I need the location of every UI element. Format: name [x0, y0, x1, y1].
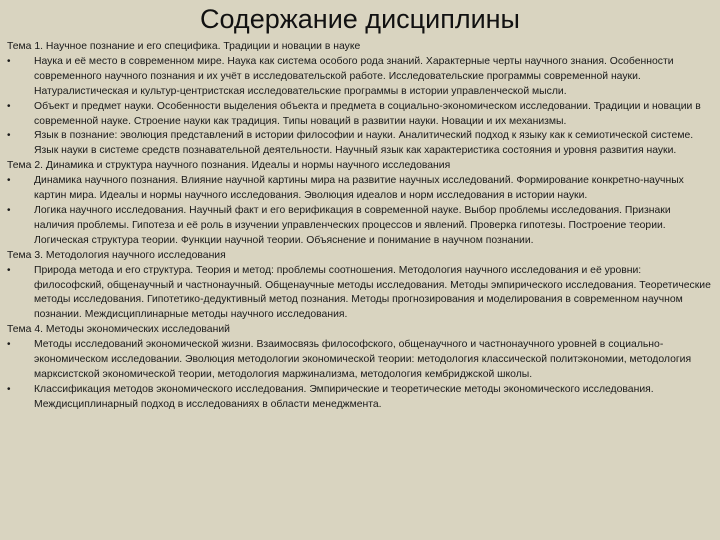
bullet-icon	[7, 174, 34, 189]
item-text: Динамика научного познания. Влияние научной картины мира на развитие научных исследований. Формирование конкретно-научных картин мира. Идеалы и нормы научного исследования. Эволюция идеалов и норм исследования в истории науки.	[34, 175, 684, 202]
topic-1-item-1	[7, 55, 713, 100]
syllabus-content	[7, 40, 713, 413]
item-text: Язык в познание: эволюция представлений в истории философии и науки. Аналитический подход к языку как к семиотической системе. Язык науки в системе средств познавательной деятельности. Научный язык как характеристика состояния и уровня развития науки.	[34, 130, 694, 157]
item-text: Логика научного исследования. Научный факт и его верификация в современной науке. Выбор проблемы исследования. Признаки наличия проблемы. Гипотеза и её роль в изучении управленческих процессов и явлений. Проверка гипотезы. Построение теории. Логическая структура теории. Функции научной теории. Объяснение и понимание в научном познании.	[34, 204, 671, 246]
item-text: Классификация методов экономического исследования. Эмпирические и теоретические методы экономического исследования. Междисциплинарный подход в исследованиях в области менеджмента.	[34, 383, 654, 410]
bullet-icon	[7, 100, 34, 115]
bullet-icon	[7, 55, 34, 70]
item-text: Природа метода и его структура. Теория и метод: проблемы соотношения. Методология научного исследования и её уровни: философский, общенаучный и частнонаучный. Общенаучные методы исследования. Методы эмпирического исследования. Теоретические методы исследования. Гипотетико-дедуктивный метод познания. Методы прогнозирования и моделирования в современном научном познании. Междисциплинарные методы научного исследования.	[34, 264, 711, 321]
item-text: Наука и её место в современном мире. Наука как система особого рода знаний. Характерные черты научного знания. Особенности современного научного познания и их учёт в исследовательской работе. Исследовательские программы современной науки. Натуралистическая и культур-центристская исследовательские программы в истории управленческой мысли.	[34, 55, 674, 97]
item-text: Объект и предмет науки. Особенности выделения объекта и предмета в социально-экономическом исследовании. Традиции и новации в современной науке. Строение науки как традиция. Типы новаций в развитии науки. Новации и их механизмы.	[34, 100, 701, 127]
bullet-icon	[7, 383, 34, 398]
topic-3-item-1	[7, 264, 713, 324]
topic-4-item-2	[7, 383, 713, 413]
bullet-icon	[7, 264, 34, 279]
topic-2-item-2	[7, 204, 713, 249]
topic-1-item-3	[7, 129, 713, 159]
topic-2-heading: Тема 2. Динамика и структура научного познания. Идеалы и нормы научного исследования	[7, 160, 451, 172]
bullet-icon	[7, 204, 34, 219]
topic-1-item-2	[7, 100, 713, 130]
topic-3-heading: Тема 3. Методология научного исследования	[7, 249, 226, 261]
topic-1-heading: Тема 1. Научное познание и его специфика. Традиции и новации в науке	[7, 41, 361, 52]
slide-title: Содержание дисциплины	[200, 4, 520, 34]
bullet-icon	[7, 338, 34, 353]
topic-4-item-1	[7, 338, 713, 383]
topic-2-item-1	[7, 174, 713, 204]
item-text: Методы исследований экономической жизни. Взаимосвязь философского, общенаучного и частнонаучного уровней в социально-экономическом исследовании. Эволюция методологии экономической теории: методология классической политэкономии, методология марксистской экономической теории, методология маржинализма, методология кембриджской школы.	[34, 339, 692, 380]
bullet-icon	[7, 129, 34, 144]
topic-4-heading: Тема 4. Методы экономических исследований	[7, 324, 230, 336]
